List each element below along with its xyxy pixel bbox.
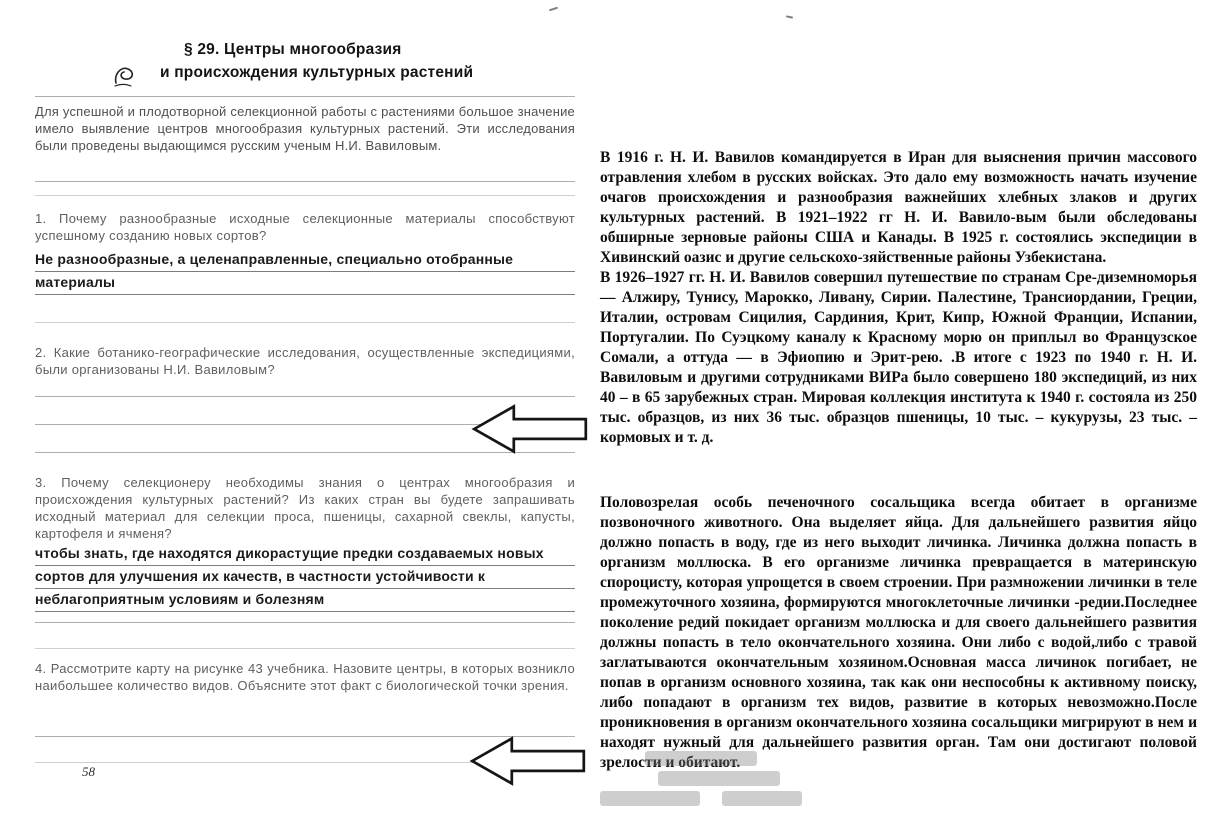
typed-text-column [600, 148, 1197, 773]
answer-rule [35, 622, 575, 623]
question-4-text: 4. Рассмотрите карту на рисунке 43 учебника. Назовите центры, в которых возникло наибольшее количество видов. Объясните этот факт с биологической точки зрения. [35, 661, 575, 693]
answer-line: неблагоприятным условиям и болезням [35, 592, 575, 612]
answer-line: Не разнообразные, а целенаправленные, специально отобранные [35, 252, 575, 272]
answer-line: сортов для улучшения их качеств, в частности устойчивости к [35, 569, 575, 589]
divider-rule [35, 96, 575, 97]
answer-line: материалы [35, 275, 575, 295]
question-1-answer [35, 252, 575, 298]
sprout-doodle-icon [112, 62, 142, 90]
question-1-text: 1. Почему разнообразные исходные селекционные материалы способствуют успешному созданию новых сортов? [35, 211, 575, 243]
scan-smudge [722, 791, 802, 806]
section-title-line1: § 29. Центры многообразия [184, 41, 402, 58]
divider-rule [35, 195, 575, 196]
answer-rule [35, 322, 575, 323]
question-3-text: 3. Почему селекционеру необходимы знания о центрах многообразия и происхождения культурных растений? Из каких стран вы будете запрашивать исходный материал для селекции проса, пшеницы, сахарной свеклы, капусты, картофеля и ячменя? [35, 475, 575, 541]
section-title [160, 38, 590, 84]
scan-smudge [645, 751, 757, 766]
answer-line: чтобы знать, где находятся дикорастущие предки создаваемых новых [35, 546, 575, 566]
expedition-paragraph-2: В 1926–1927 гг. Н. И. Вавилов совершил путешествие по странам Сре-диземноморья — Алжиру, Тунису, Марокко, Ливану, Сирии. Палестине, Трансиордании, Греции, Италии, островам Сицилия, Сардиния, Крит, Кипр, Южной Франции, Испании, Португалии. По Суэцкому каналу к Красному морю он приплыл во Французское Сомали, а оттуда — в Эфиопию и Эрит-рею. .В итоге с 1923 по 1940 г. Н. И. Вавиловым и другими сотрудниками ВИРа было совершено 180 экспедиций, из них 40 – в 65 зарубежных стран. Мировая коллекция института к 1940 г. состояла из 250 тыс. образцов, из них 36 тыс. образцов пшеницы, 10 тыс. – кукурузы, 23 тыс. – кормовых и т. д. [600, 269, 1197, 446]
answer-rule [35, 396, 575, 397]
page-number: 58 [82, 764, 95, 779]
scan-smudge [600, 791, 700, 806]
scan-speck [786, 15, 793, 18]
question-3-answer [35, 546, 575, 615]
scan-smudge [658, 771, 780, 786]
left-arrow-icon [464, 734, 592, 788]
liver-fluke-paragraph: Половозрелая особь печеночного сосальщика всегда обитает в организме позвоночного животного. Она выделяет яйца. Для дальнейшего развития яйцо должно попасть в воду, где из него выходит личинка. Личинка должна попасть в организм моллюска. В его организме личинка превращается в материнскую спороцисту, которая упрощется в своем строении. При размножении личинки в теле промежуточного хозяина, формируются многоклеточные личинки -редии.Последнее поколение редий покидает организм моллюска и для своего дальнейшего развития должны попасть в тело окончательного хозяина. Они либо с водой,либо с травой заглатываются окончательным хозяином.Основная масса личинок погибает, не попав в организм основного хозяина, так как они неспособны к активному поиску, либо попадают в организм тех видов, развитие в которых невозможно.После проникновения в организм окончательного хозяина сосальщики мигрируют в нем и находят нужный для дальнейшего развития орган. Там они достигают половой зрелости и обитают. [600, 494, 1197, 771]
left-arrow-icon [466, 402, 594, 456]
divider-rule [35, 181, 575, 182]
section-title-line2: и происхождения культурных растений [160, 64, 474, 81]
expedition-paragraph-1: В 1916 г. Н. И. Вавилов командируется в Иран для выяснения причин массового отравления хлебом в русских войсках. Это дало ему возможность начать изучение очагов происхождения и разнообразия важнейших хлебных злаков и других культурных растений. В 1921–1922 гг Н. И. Вавило-вым были обследованы обширные зерновые районы США и Канады. В 1925 г. состоялись экспедиции в Хивинский оазис и другие сельскохо-зяйственные районы Узбекистана. [600, 149, 1197, 266]
scan-speck [549, 7, 558, 12]
intro-paragraph: Для успешной и плодотворной селекционной работы с растениями большое значение имело выявление центров многообразия культурных растений. Эти исследования были проведены выдающимся русским ученым Н.И. Вавиловым. [35, 104, 575, 153]
answer-rule [35, 648, 575, 649]
question-2-text: 2. Какие ботанико-географические исследования, осуществленные экспедициями, были организованы Н.И. Вавиловым? [35, 345, 575, 377]
